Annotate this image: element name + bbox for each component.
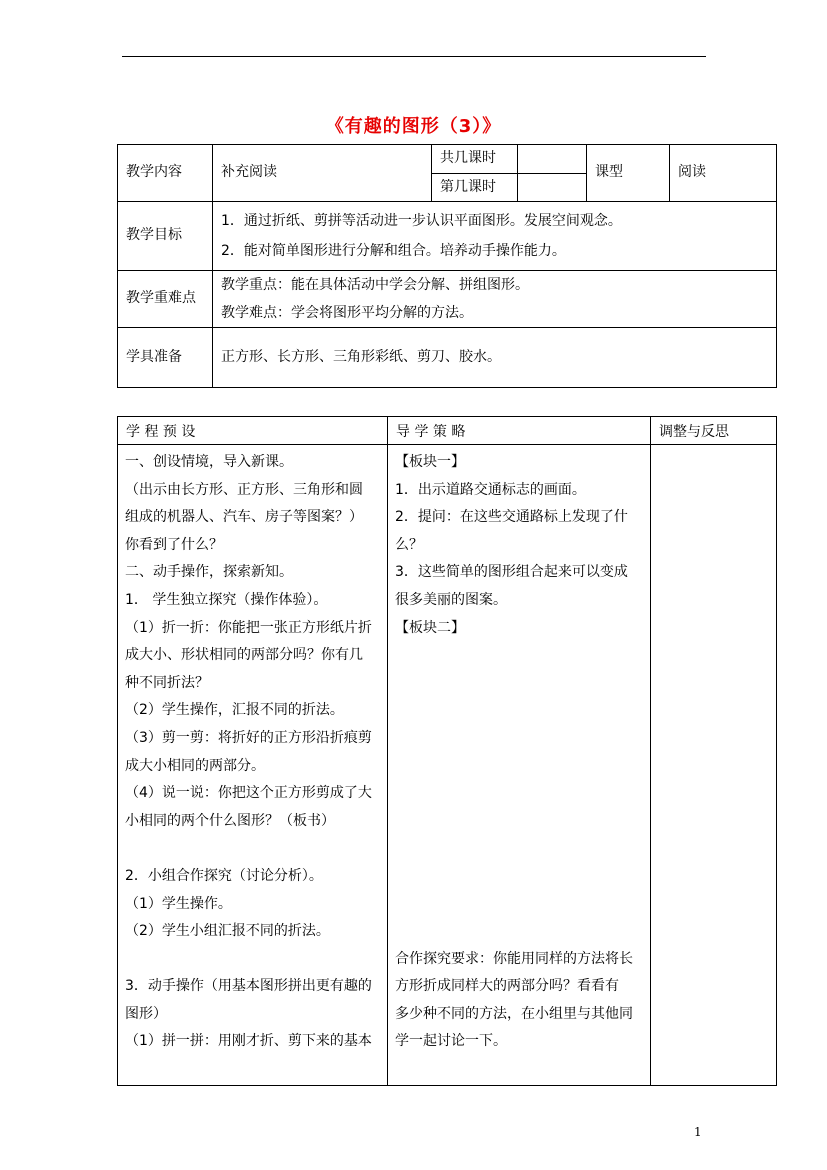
reflection-column — [651, 445, 777, 1086]
strategy-line — [395, 808, 646, 836]
strategy-line — [395, 642, 646, 670]
process-line: （2）学生小组汇报不同的折法。 — [125, 923, 330, 940]
strategy-line: 1．出示道路交通标志的画面。 — [395, 481, 586, 498]
total-hours-label: 共几课时 — [432, 145, 518, 174]
process-line: （1）学生操作。 — [125, 895, 232, 912]
process-line — [125, 946, 383, 974]
process-line: （2）学生操作，汇报不同的折法。 — [125, 702, 344, 719]
lesson-info-table — [117, 144, 777, 388]
type-label: 课型 — [587, 145, 670, 202]
process-line: 一、创设情境，导入新课。 — [125, 454, 293, 470]
process-line: （4）说一说：你把这个正方形剪成了大 — [125, 785, 372, 802]
process-line: 图形） — [125, 1005, 167, 1022]
goal-line: 1．通过折纸、剪拼等活动进一步认识平面图形。发展空间观念。 — [221, 213, 622, 229]
process-line: 成大小、形状相同的两部分吗？你有几 — [125, 647, 363, 664]
strategy-line — [395, 670, 646, 698]
strategy-line: 学一起讨论一下。 — [395, 1033, 507, 1050]
process-line: 1． 学生独立探究（操作体验）。 — [125, 591, 328, 608]
strategy-line: 【板块一】 — [395, 454, 465, 470]
content-value: 补充阅读 — [213, 145, 432, 202]
goals-cell — [213, 202, 777, 271]
process-line: （出示由长方形、正方形、三角形和圆 — [125, 481, 363, 498]
type-value: 阅读 — [670, 145, 777, 202]
process-line: 3．动手操作（用基本图形拼出更有趣的 — [125, 978, 372, 995]
strategy-line: 多少种不同的方法，在小组里与其他同 — [395, 1005, 633, 1022]
strategy-line: 【板块二】 — [395, 619, 465, 636]
process-line: 二、动手操作，探索新知。 — [125, 564, 293, 581]
process-line: 种不同折法？ — [125, 674, 209, 691]
strategy-line: 方形折成同样大的两部分吗？看看有 — [395, 978, 619, 995]
plan-header-reflection: 调整与反思 — [651, 417, 777, 445]
strategy-line — [395, 697, 646, 725]
strategy-line: 么？ — [395, 536, 423, 553]
key-points-label: 教学重难点 — [118, 271, 213, 328]
total-hours-value — [518, 145, 587, 174]
strategy-line — [395, 918, 646, 946]
process-line: （3）剪一剪：将折好的正方形沿折痕剪 — [125, 729, 372, 746]
process-line: 组成的机器人、汽车、房子等图案？） — [125, 509, 363, 526]
plan-header-strategy: 导 学 策 略 — [388, 417, 651, 445]
lesson-plan-table — [117, 416, 777, 1086]
process-line: 2．小组合作探究（讨论分析）。 — [125, 867, 323, 884]
tools-value: 正方形、长方形、三角形彩纸、剪刀、胶水。 — [213, 328, 777, 388]
process-line: 成大小相同的两部分。 — [125, 757, 265, 774]
nth-hour-value — [518, 174, 587, 202]
strategy-line — [395, 780, 646, 808]
content-label: 教学内容 — [118, 145, 213, 202]
strategy-line: 很多美丽的图案。 — [395, 591, 507, 608]
nth-hour-label: 第几课时 — [432, 174, 518, 202]
strategy-line — [395, 891, 646, 919]
strategy-line: 2．提问：在这些交通路标上发现了什 — [395, 509, 628, 526]
tools-label: 学具准备 — [118, 328, 213, 388]
process-line: 你看到了什么？ — [125, 536, 223, 553]
strategy-line — [395, 835, 646, 863]
strategy-column — [388, 445, 651, 1086]
key-point-line: 教学重点：能在具体活动中学会分解、拼组图形。 — [221, 277, 529, 293]
strategy-line — [395, 753, 646, 781]
strategy-line — [395, 863, 646, 891]
process-line: （1）折一折：你能把一张正方形纸片折 — [125, 619, 372, 636]
process-line: （1）拼一拼：用刚才折、剪下来的基本 — [125, 1033, 372, 1050]
process-line — [125, 835, 383, 863]
page-number: 1 — [694, 1125, 702, 1139]
goals-label: 教学目标 — [118, 202, 213, 271]
strategy-line — [395, 725, 646, 753]
document-title: 《有趣的图形（3）》 — [325, 116, 502, 137]
strategy-line: 合作探究要求：你能用同样的方法将长 — [395, 950, 633, 967]
header-rule — [122, 56, 706, 57]
plan-header-process: 学 程 预 设 — [118, 417, 388, 445]
process-column — [118, 445, 388, 1086]
goal-line: 2．能对简单图形进行分解和组合。培养动手操作能力。 — [221, 243, 566, 259]
strategy-line: 3．这些简单的图形组合起来可以变成 — [395, 564, 628, 581]
key-point-line: 教学难点：学会将图形平均分解的方法。 — [221, 305, 473, 321]
key-points-cell — [213, 271, 777, 328]
process-line: 小相同的两个什么图形？（板书） — [125, 812, 335, 829]
